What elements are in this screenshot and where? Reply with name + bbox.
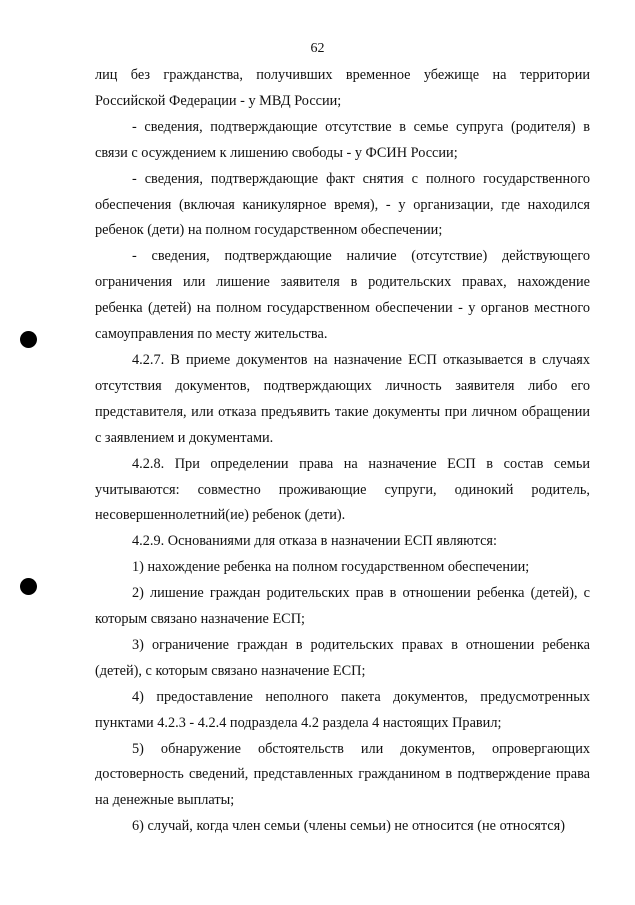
list-item-2: 2) лишение граждан родительских прав в отношении ребенка (детей), с которым связано назначение ЕСП; [95, 585, 590, 628]
paragraph-parental-rights-info: - сведения, подтверждающие наличие (отсутствие) действующего ограничения или лишение заявителя в родительских правах, нахождение ребенка (детей) на полном государственном обеспечении - у органов местного самоуправления по месту жительства. [95, 248, 590, 343]
paragraph-fsin-info: - сведения, подтверждающие отсутствие в семье супруга (родителя) в связи с осуждением к лишению свободы - у ФСИН России; [95, 118, 590, 161]
paragraph-state-support-removal: - сведения, подтверждающие факт снятия с полного государственного обеспечения (включая каникулярное время), - у организации, где находился ребенок (дети) на полном государственном обеспечении; [95, 170, 590, 239]
list-item-5: 5) обнаружение обстоятельств или документов, опровергающих достоверность сведений, представленных гражданином в подтверждение права на денежные выплаты; [95, 740, 590, 809]
list-item-3: 3) ограничение граждан в родительских правах в отношении ребенка (детей), с которым связано назначение ЕСП; [95, 636, 590, 679]
paragraph-4-2-7: 4.2.7. В приеме документов на назначение ЕСП отказывается в случаях отсутствия документов, подтверждающих личность заявителя либо его представителя, или отказа предъявить такие документы при личном обращении с заявлением и документами. [95, 351, 590, 446]
page-number: 62 [310, 41, 325, 56]
punch-hole-mark [20, 578, 37, 595]
list-item-6: 6) случай, когда член семьи (члены семьи) не относится (не относятся) [132, 818, 565, 835]
list-item-4: 4) предоставление неполного пакета документов, предусмотренных пунктами 4.2.3 - 4.2.4 подраздела 4.2 раздела 4 настоящих Правил; [95, 688, 590, 731]
paragraph-4-2-9: 4.2.9. Основаниями для отказа в назначении ЕСП являются: [132, 533, 497, 550]
paragraph-4-2-8: 4.2.8. При определении права на назначение ЕСП в состав семьи учитываются: совместно проживающие супруги, одинокий родитель, несовершеннолетний(ие) ребенок (дети). [95, 455, 590, 524]
punch-hole-mark [20, 331, 37, 348]
list-item-1: 1) нахождение ребенка на полном государственном обеспечении; [132, 559, 530, 576]
document-body [95, 63, 590, 840]
paragraph-continuation: лиц без гражданства, получивших временное убежище на территории Российской Федерации - у МВД России; [95, 67, 590, 109]
